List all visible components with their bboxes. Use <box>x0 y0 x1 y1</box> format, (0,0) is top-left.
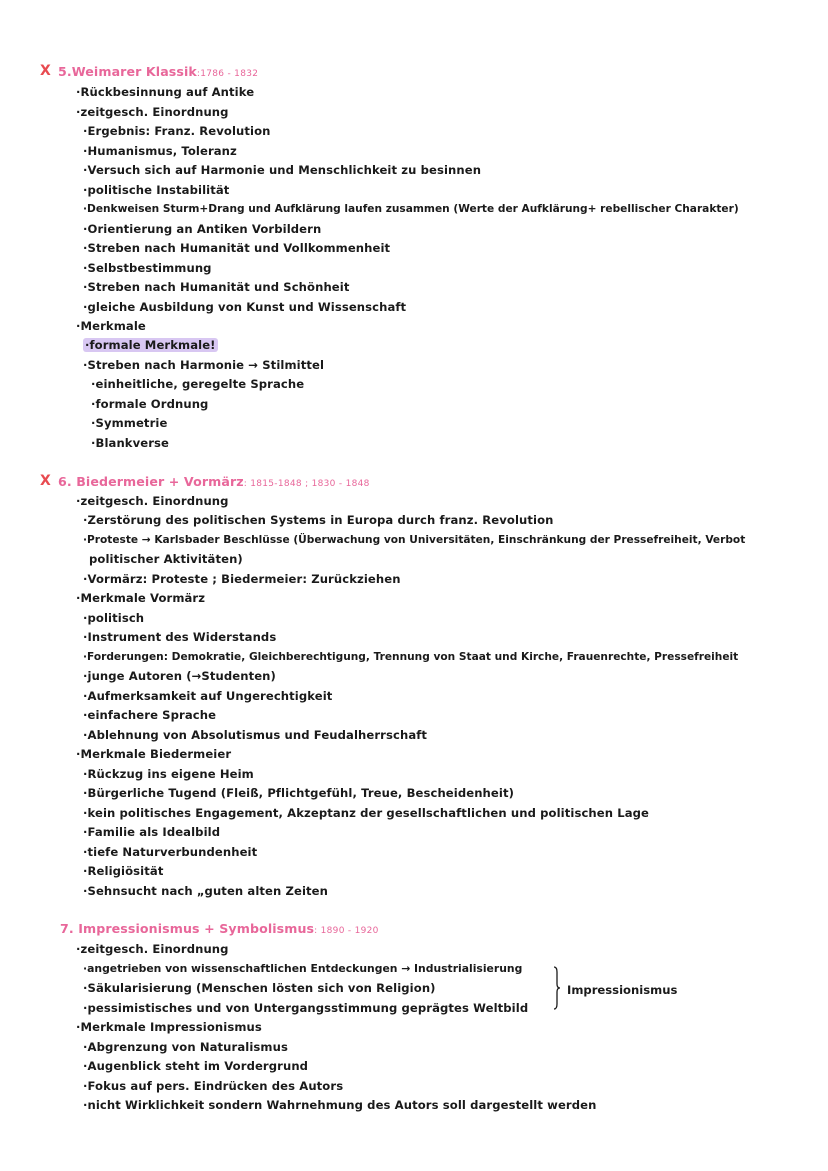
section-6-heading <box>58 474 370 492</box>
section-7-title: 7. Impressionismus + Symbolismus <box>60 921 315 936</box>
list-item: ·politische Instabilität <box>83 183 230 197</box>
list-item: ·Forderungen: Demokratie, Gleichberechtigung, Trennung von Staat und Kirche, Frauenrechte, Pressefreiheit <box>83 651 739 663</box>
list-item: ·Merkmale Impressionismus <box>76 1020 262 1034</box>
list-item: ·kein politisches Engagement, Akzeptanz der gesellschaftlichen und politischen Lage <box>83 806 649 820</box>
list-item: ·Instrument des Widerstands <box>83 630 277 644</box>
list-item: ·Symmetrie <box>91 416 168 430</box>
list-item: ·politisch <box>83 611 145 625</box>
list-item: ·zeitgesch. Einordnung <box>76 105 229 119</box>
list-item: ·einfachere Sprache <box>83 708 217 722</box>
list-item: ·nicht Wirklichkeit sondern Wahrnehmung des Autors soll dargestellt werden <box>83 1098 597 1112</box>
list-item: ·Sehnsucht nach „guten alten Zeiten <box>83 884 328 898</box>
list-item: ·Denkweisen Sturm+Drang und Aufklärung laufen zusammen (Werte der Aufklärung+ rebellischer Charakter) <box>83 203 739 215</box>
list-item: ·Orientierung an Antiken Vorbildern <box>83 222 322 236</box>
list-item: ·Selbstbestimmung <box>83 261 212 275</box>
list-item: ·Zerstörung des politischen Systems in Europa durch franz. Revolution <box>83 513 554 527</box>
section-6-title: 6. Biedermeier + Vormärz <box>58 474 244 489</box>
list-item: ·Fokus auf pers. Eindrücken des Autors <box>83 1079 344 1093</box>
list-item: ·tiefe Naturverbundenheit <box>83 845 258 859</box>
curly-brace-icon <box>553 966 560 1010</box>
section-7-heading <box>60 921 379 939</box>
list-item: ·junge Autoren (→Studenten) <box>83 669 276 683</box>
list-item: ·Proteste → Karlsbader Beschlüsse (Überwachung von Universitäten, Einschränkung der Pressefreiheit, Verbot <box>83 534 746 546</box>
section-6-dates: : 1815-1848 ; 1830 - 1848 <box>243 479 370 489</box>
list-item: ·Blankverse <box>91 436 170 450</box>
list-item: ·Humanismus, Toleranz <box>83 144 237 158</box>
list-item: ·einheitliche, geregelte Sprache <box>91 377 305 391</box>
list-item: ·Streben nach Harmonie → Stilmittel <box>83 358 325 372</box>
list-item: ·Familie als Idealbild <box>83 825 221 839</box>
list-item: ·pessimistisches und von Untergangsstimmung geprägtes Weltbild <box>83 1001 529 1015</box>
list-item: ·Merkmale Vormärz <box>76 591 206 605</box>
list-item: ·angetrieben von wissenschaftlichen Entdeckungen → Industrialisierung <box>83 962 523 975</box>
list-item: ·Vormärz: Proteste ; Biedermeier: Zurückziehen <box>83 572 401 586</box>
list-item: ·Religiösität <box>83 864 164 878</box>
list-item: ·Bürgerliche Tugend (Fleiß, Pflichtgefühl, Treue, Bescheidenheit) <box>83 786 514 800</box>
list-item: ·Merkmale <box>76 319 146 333</box>
list-item: ·Streben nach Humanität und Vollkommenheit <box>83 241 391 255</box>
list-item: ·Streben nach Humanität und Schönheit <box>83 280 350 294</box>
list-item: ·Ablehnung von Absolutismus und Feudalherrschaft <box>83 728 428 742</box>
list-item: ·Aufmerksamkeit auf Ungerechtigkeit <box>83 689 333 703</box>
list-item: ·Rückbesinnung auf Antike <box>76 85 255 99</box>
list-item: ·Rückzug ins eigene Heim <box>83 767 254 781</box>
list-item: ·zeitgesch. Einordnung <box>76 942 229 956</box>
section-7-dates: : 1890 - 1920 <box>314 926 379 936</box>
section-5-marker: X <box>40 63 51 79</box>
list-item: ·zeitgesch. Einordnung <box>76 494 229 508</box>
list-item: ·Ergebnis: Franz. Revolution <box>83 124 271 138</box>
list-item: ·Abgrenzung von Naturalismus <box>83 1040 288 1054</box>
brace-label: Impressionismus <box>567 983 678 997</box>
list-item: politischer Aktivitäten) <box>89 552 243 566</box>
list-item: ·Augenblick steht im Vordergrund <box>83 1059 309 1073</box>
list-item: ·gleiche Ausbildung von Kunst und Wissenschaft <box>83 300 407 314</box>
section-5-title: 5.Weimarer Klassik <box>58 64 197 79</box>
list-item: ·Säkularisierung (Menschen lösten sich von Religion) <box>83 981 436 995</box>
list-item: ·Versuch sich auf Harmonie und Menschlichkeit zu besinnen <box>83 163 482 177</box>
formal-features-highlight: ·formale Merkmale! <box>85 338 216 352</box>
section-6-marker: X <box>40 473 51 489</box>
list-item: ·Merkmale Biedermeier <box>76 747 232 761</box>
section-5-heading <box>58 64 258 82</box>
section-5-dates: :1786 - 1832 <box>196 69 259 79</box>
list-item: ·formale Ordnung <box>91 397 209 411</box>
highlighted-item <box>83 337 218 353</box>
